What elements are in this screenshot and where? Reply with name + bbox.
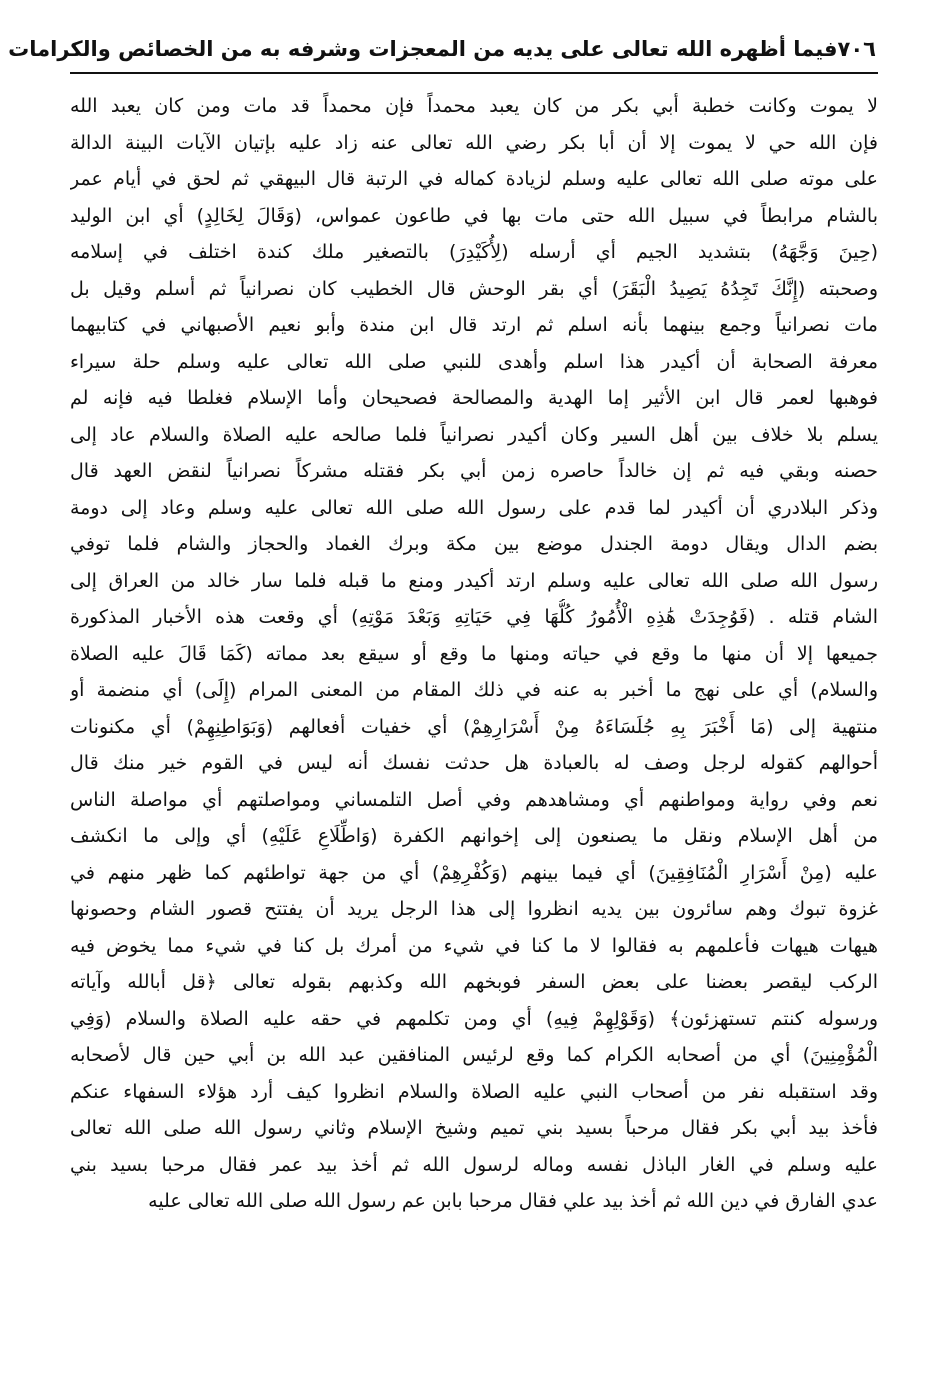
text-line: بضم الدال ويقال دومة الجندل موضع بين مكة وبرك الغماد والحجاز والشام فلما توفي <box>70 533 878 555</box>
book-page <box>8 26 878 1356</box>
text-line: وصحبته (إِنَّكَ تَجِدُهُ يَصِيدُ الْبَقَرَ) أي بقر الوحش قال الخطيب كان نصرانياً ثم أسلم وقيل بل <box>70 277 878 300</box>
text-line: الْمُؤْمِنِينَ) أي من أصحابه الكرام كما وقع لرئيس المنافقين عبد الله بن أبي حين قال لأصحابه <box>70 1044 878 1066</box>
text-line: والسلام) أي على نهج ما أخبر به عنه في ذلك المقام من المعنى المرام (إِلَى) أي منضمة أو <box>70 679 878 701</box>
text-line: منتهية إلى (مَا أَخْبَرَ بِهِ جُلَسَاءَهُ مِنْ أَسْرَارِهِمْ) أي خفيات أفعالهم (وَبَوَاطِنِهِمْ) أي مكنونات <box>70 715 878 738</box>
text-line: معرفة الصحابة أن أكيدر هذا اسلم وأهدى للنبي صلى الله تعالى عليه وسلم حلة سيراء <box>70 350 878 373</box>
page-number: ٧٠٦ <box>837 37 876 61</box>
text-line: وذكر البلادري أن أكيدر لما قدم على رسول الله صلى الله تعالى عليه وسلم وعاد إلى دومة <box>70 496 878 519</box>
text-line: فإن الله حي لا يموت إلا أن أبا بكر رضي الله تعالى عنه زاد عليه بإتيان الآيات البينة الدالة <box>70 131 878 154</box>
text-line: هيهات هيهات فأعلمهم به فقالوا لا ما كنا في شيء من أمرك بل كنا في شيء مما يخوض فيه <box>70 934 878 957</box>
text-line: فوهبها لعمر قال ابن الأثير إما الهدية والمصالحة فصحيحان وأما الإسلام فغلطا فيه فإنه لم <box>70 387 878 409</box>
text-line: الشام قتله . (فَوُجِدَتْ هَٰذِهِ الْأُمُورُ كُلُّهَا فِي حَيَاتِهِ وَبَعْدَ مَوْتِهِ) أي وقعت هذه الأخبار المذكورة <box>70 606 878 628</box>
text-line: من أهل الإسلام ونقل ما يصنعون إلى إخوانهم الكفرة (وَاطِّلَاعِ عَلَيْهِ) أي وإلى ما انكشف <box>70 825 878 847</box>
text-line: مات نصرانياً وجمع بينهما بأنه اسلم ثم ارتد قال ابن مندة وأبو نعيم الأصبهاني في كتابيهما <box>70 314 878 336</box>
text-line: عليه (مِنْ أَسْرَارِ الْمُنَافِقِينَ) أي فيما بينهم (وَكُفْرِهِمْ) أي من جهة تواطئهم كما ظهر منهم في <box>70 861 878 884</box>
running-title: فيما أظهره الله تعالى على يديه من المعجزات وشرفه به من الخصائص والكرامات <box>8 37 838 61</box>
text-line: الركب ليقصر بعضنا على بعض السفر فوبخهم الله وكذبهم بقوله تعالى ﴿قل أبالله وآياته <box>70 971 878 993</box>
text-line: وقد استقبله نفر من أصحاب النبي عليه الصلاة والسلام انظروا كيف أرد هؤلاء السفهاء عنكم <box>70 1080 878 1103</box>
text-line: أحوالهم كقوله لرجل وصف له بالعبادة هل حدثت نفسك أنه ليس في القوم خير منك قال <box>70 752 878 774</box>
text-line: فأخذ بيد أبي بكر فقال مرحباً بسيد بني تميم وشيخ الإسلام وثاني رسول الله صلى الله تعالى <box>70 1117 878 1139</box>
text-line: بالشام مرابطاً في سبيل الله حتى مات بها في طاعون عمواس، (وَقَالَ لِخَالِدٍ) أي ابن الوليد <box>70 204 878 227</box>
text-line: نعم وفي رواية ومواطنهم أي ومشاهدهم وفي أصل التلمساني ومواصلتهم أي مواصلة الناس <box>70 788 878 811</box>
text-line: رسول الله صلى الله تعالى عليه وسلم ارتد أكيدر ومنع ما قبله فلما سار خالد من العراق إلى <box>70 569 878 592</box>
body-text <box>70 88 878 1220</box>
running-header <box>8 26 878 74</box>
text-line: غزوة تبوك وهم سائرون بين يديه انظروا إلى هذا الرجل يريد أن يفتتح قصور الشام وحصونها <box>70 898 878 920</box>
text-line: حصنه وبقي فيه ثم إن خالداً حاصره زمن أبي بكر فقتله مشركاً نصرانياً لنقض العهد قال <box>70 460 878 482</box>
text-line: عليه وسلم في الغار الباذل نفسه وماله لرسول الله ثم أخذ بيد عمر فقال مرحبا بسيد بني <box>70 1153 878 1176</box>
text-line: جميعها إلا أن منها ما وقع في حياته ومنها ما وقع أو سيقع بعد مماته (كَمَا قَالَ عليه الصلاة <box>70 642 878 665</box>
text-line: يسلم بلا خلاف بين أهل السير وكان أكيدر نصرانياً فلما صالحه عليه الصلاة والسلام عاد إلى <box>70 423 878 446</box>
text-line: (حِينَ وَجَّهَهُ) بتشديد الجيم أي أرسله (لِأُكَيْدِرَ) بالتصغير ملك كندة اختلف في إسلامه <box>70 241 878 263</box>
text-line: لا يموت وكانت خطبة أبي بكر من كان يعبد محمداً فإن محمداً قد مات ومن كان يعبد الله <box>70 95 878 117</box>
text-line: ورسوله كنتم تستهزئون﴾ (وَقَوْلِهِمْ فِيهِ) أي ومن تكلمهم في حقه عليه الصلاة والسلام (وَفِي <box>70 1007 878 1030</box>
text-line: عدي الفارق في دين الله ثم أخذ بيد علي فقال مرحبا بابن عم رسول الله صلى الله تعالى عليه <box>148 1190 878 1212</box>
text-line: على موته صلى الله تعالى عليه وسلم لزيادة كماله في الرتبة قال البيهقي ثم لحق في أيام عمر <box>70 168 878 190</box>
